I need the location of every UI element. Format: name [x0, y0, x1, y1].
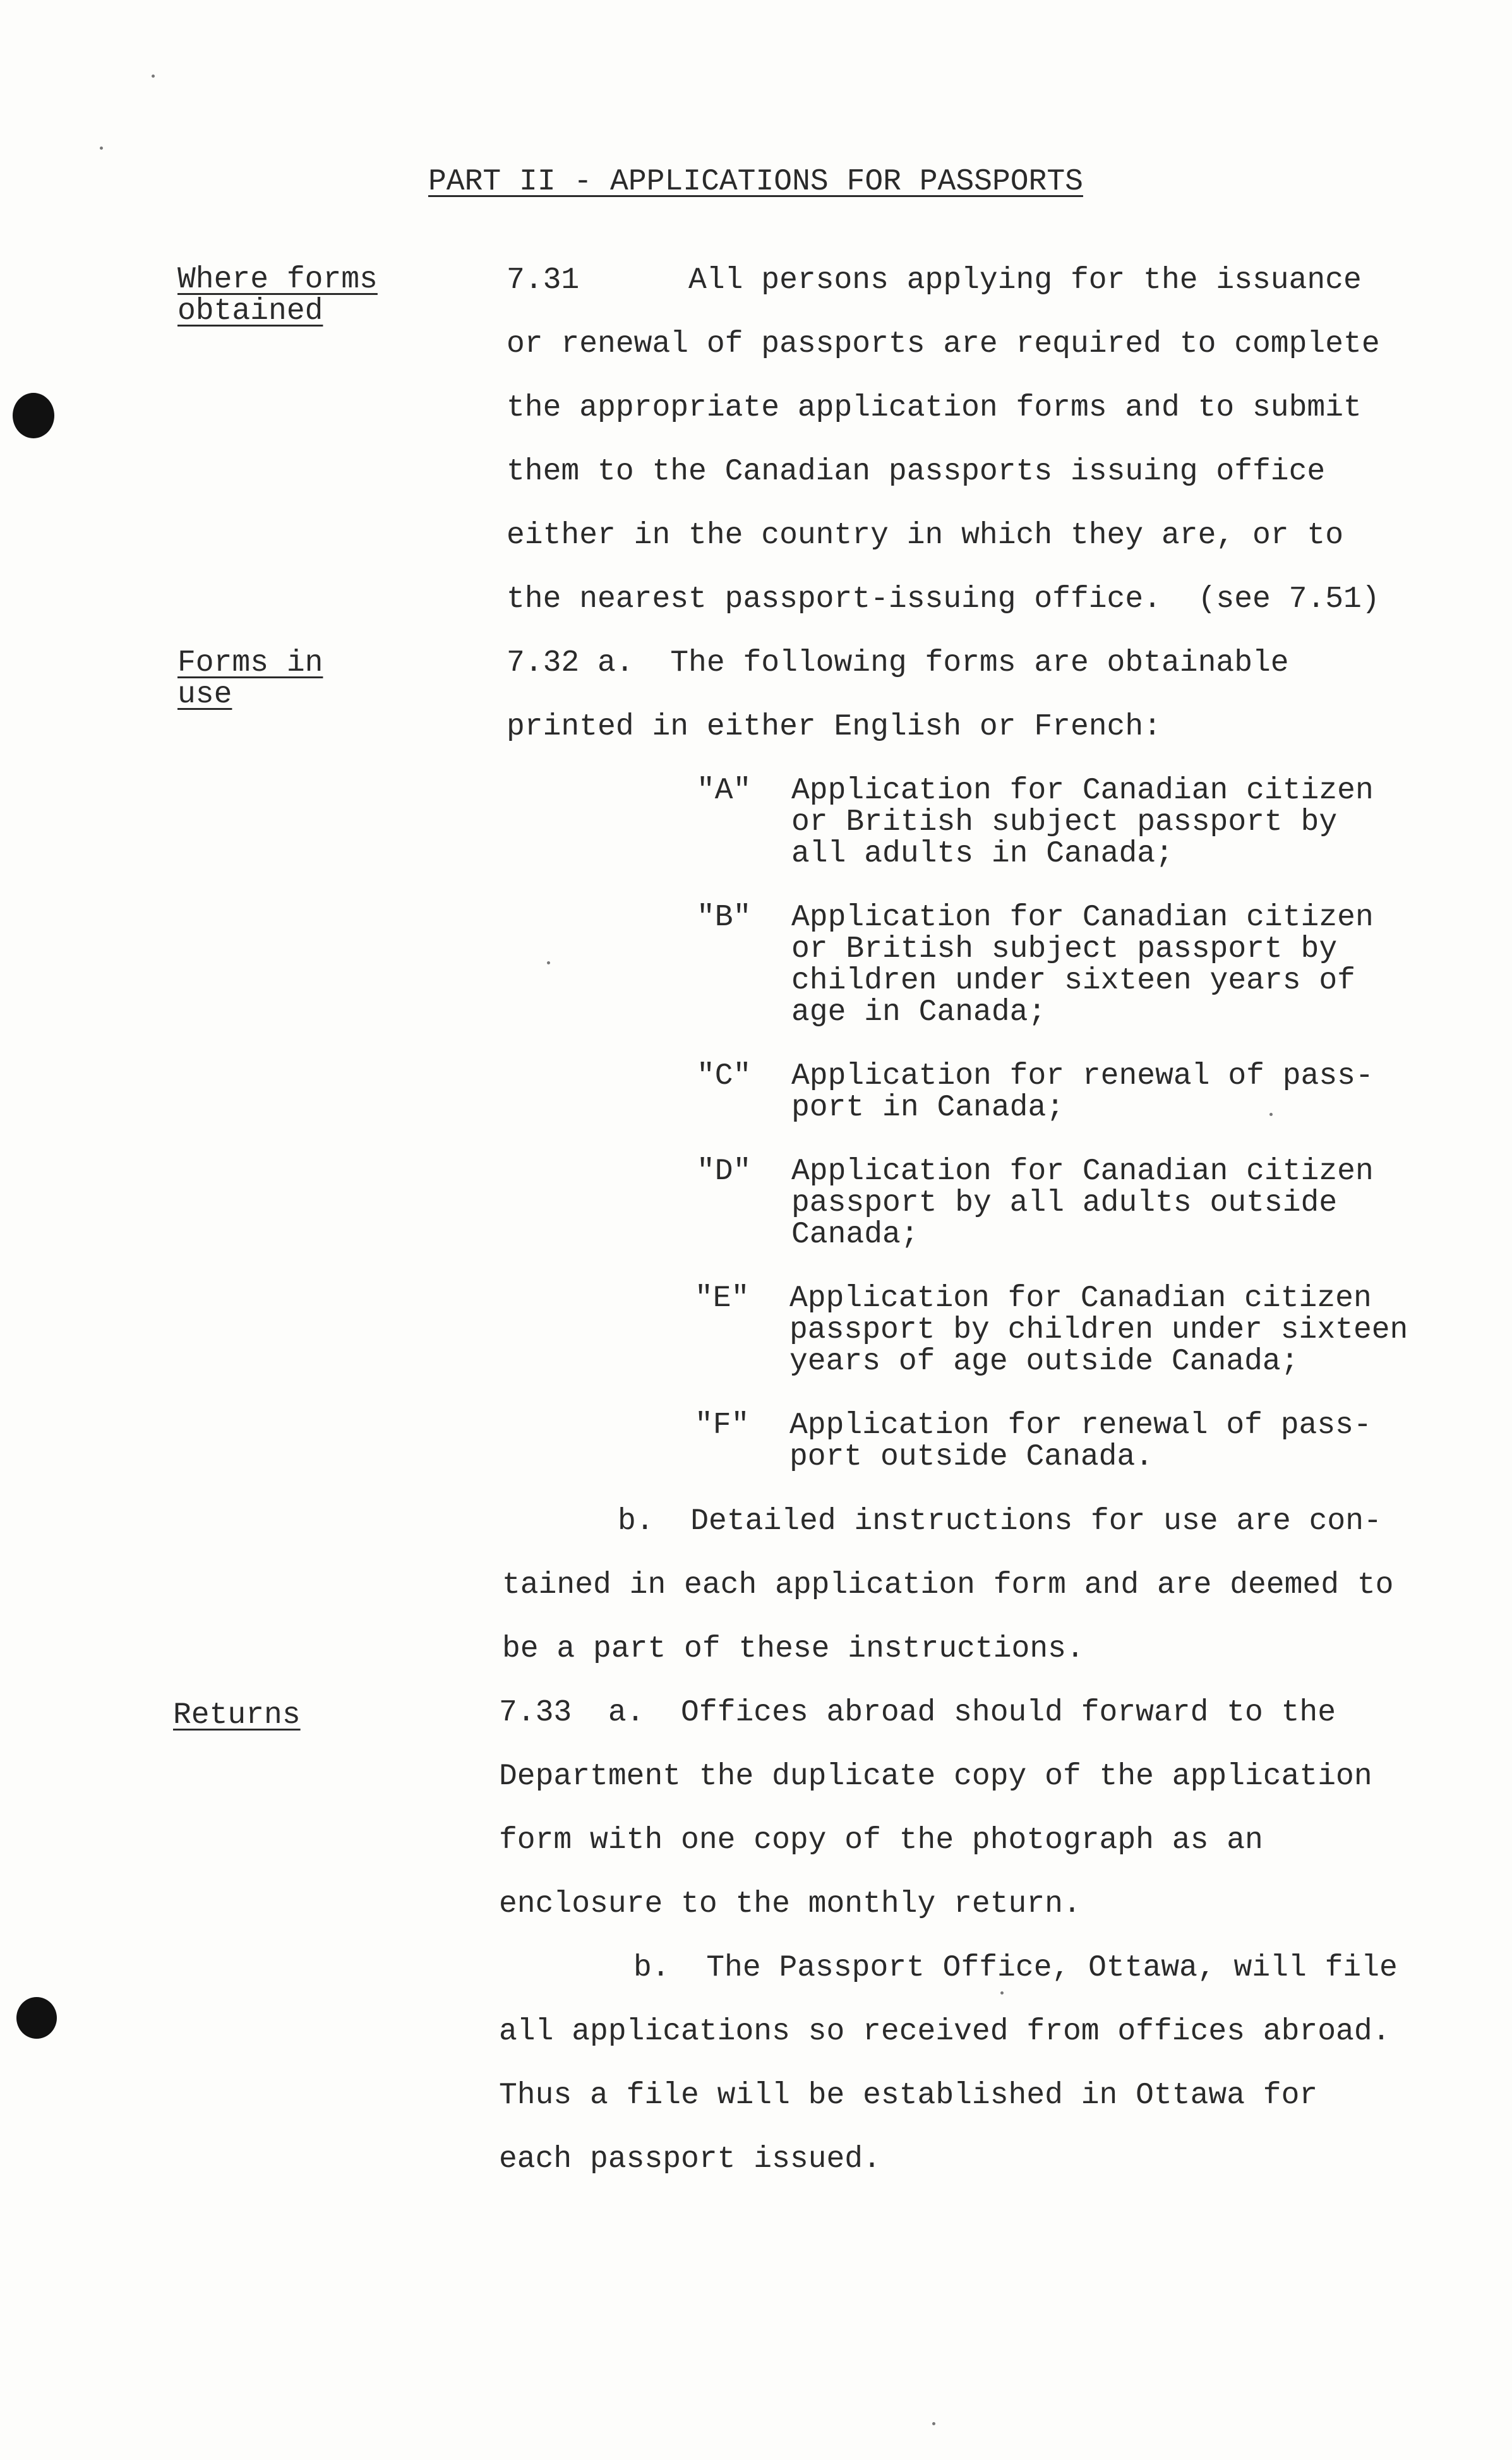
form-description: years of age outside Canada; — [789, 1345, 1299, 1379]
form-description: children under sixteen years of — [791, 964, 1355, 998]
form-description: Application for Canadian citizen — [791, 901, 1374, 935]
form-code: "C" — [697, 1059, 752, 1093]
paragraph-line: either in the country in which they are, or to — [507, 519, 1344, 553]
form-description: passport by all adults outside — [791, 1186, 1338, 1220]
form-description: port in Canada; — [791, 1091, 1065, 1125]
scan-speck — [152, 75, 155, 78]
scan-speck — [100, 147, 103, 150]
scan-speck — [1000, 1991, 1004, 1995]
paragraph-line: or renewal of passports are required to complete — [507, 327, 1380, 361]
margin-note-forms-in-use: Forms in — [177, 646, 323, 680]
form-description: Application for renewal of pass- — [791, 1059, 1374, 1093]
form-description: age in Canada; — [791, 995, 1047, 1029]
paragraph-line: 7.32 a. The following forms are obtainable — [507, 646, 1289, 680]
form-code: "A" — [697, 774, 752, 808]
form-description: Application for Canadian citizen — [791, 774, 1374, 808]
paragraph-line: enclosure to the monthly return. — [499, 1887, 1081, 1921]
paragraph-line: Thus a file will be established in Ottawa for — [499, 2079, 1318, 2113]
scan-speck — [1269, 1113, 1273, 1116]
punch-hole — [16, 1997, 57, 2039]
form-description: Application for Canadian citizen — [791, 1155, 1374, 1189]
form-description: Application for renewal of pass- — [789, 1408, 1372, 1443]
paragraph-line: 7.33 a. Offices abroad should forward to the — [499, 1696, 1336, 1730]
paragraph-line: tained in each application form and are deemed to — [502, 1568, 1394, 1602]
paragraph-line: Department the duplicate copy of the application — [499, 1760, 1372, 1794]
margin-note-where-forms: Where forms — [177, 263, 378, 297]
paragraph-line: each passport issued. — [499, 2142, 881, 2176]
paragraph-line: the appropriate application forms and to submit — [507, 391, 1362, 425]
paragraph-line: the nearest passport-issuing office. (see 7.51) — [507, 582, 1380, 616]
paragraph-line: all applications so received from offices abroad. — [499, 2015, 1391, 2049]
scan-speck — [932, 2422, 935, 2425]
form-code: "E" — [695, 1281, 750, 1316]
page-title: PART II - APPLICATIONS FOR PASSPORTS — [428, 165, 1083, 199]
margin-note-where-forms: obtained — [177, 294, 323, 328]
form-description: all adults in Canada; — [791, 837, 1173, 871]
paragraph-line: form with one copy of the photograph as an — [499, 1823, 1263, 1857]
margin-note-returns: Returns — [173, 1698, 301, 1732]
form-description: Application for Canadian citizen — [789, 1281, 1372, 1316]
paragraph-line: be a part of these instructions. — [502, 1632, 1084, 1666]
paragraph-line: b. Detailed instructions for use are con- — [618, 1504, 1382, 1539]
form-description: Canada; — [791, 1218, 919, 1252]
form-code: "D" — [697, 1155, 752, 1189]
form-code: "F" — [695, 1408, 750, 1443]
form-description: passport by children under sixteen — [789, 1313, 1408, 1347]
form-code: "B" — [697, 901, 752, 935]
punch-hole — [13, 393, 54, 438]
scan-speck — [547, 961, 550, 964]
paragraph-line: b. The Passport Office, Ottawa, will file — [633, 1951, 1398, 1985]
paragraph-line: printed in either English or French: — [507, 710, 1161, 744]
margin-note-forms-in-use: use — [177, 678, 232, 712]
paragraph-line: them to the Canadian passports issuing office — [507, 455, 1326, 489]
form-description: port outside Canada. — [789, 1440, 1154, 1474]
paragraph-line: 7.31 All persons applying for the issuance — [507, 263, 1362, 297]
form-description: or British subject passport by — [791, 932, 1338, 966]
form-description: or British subject passport by — [791, 805, 1338, 839]
